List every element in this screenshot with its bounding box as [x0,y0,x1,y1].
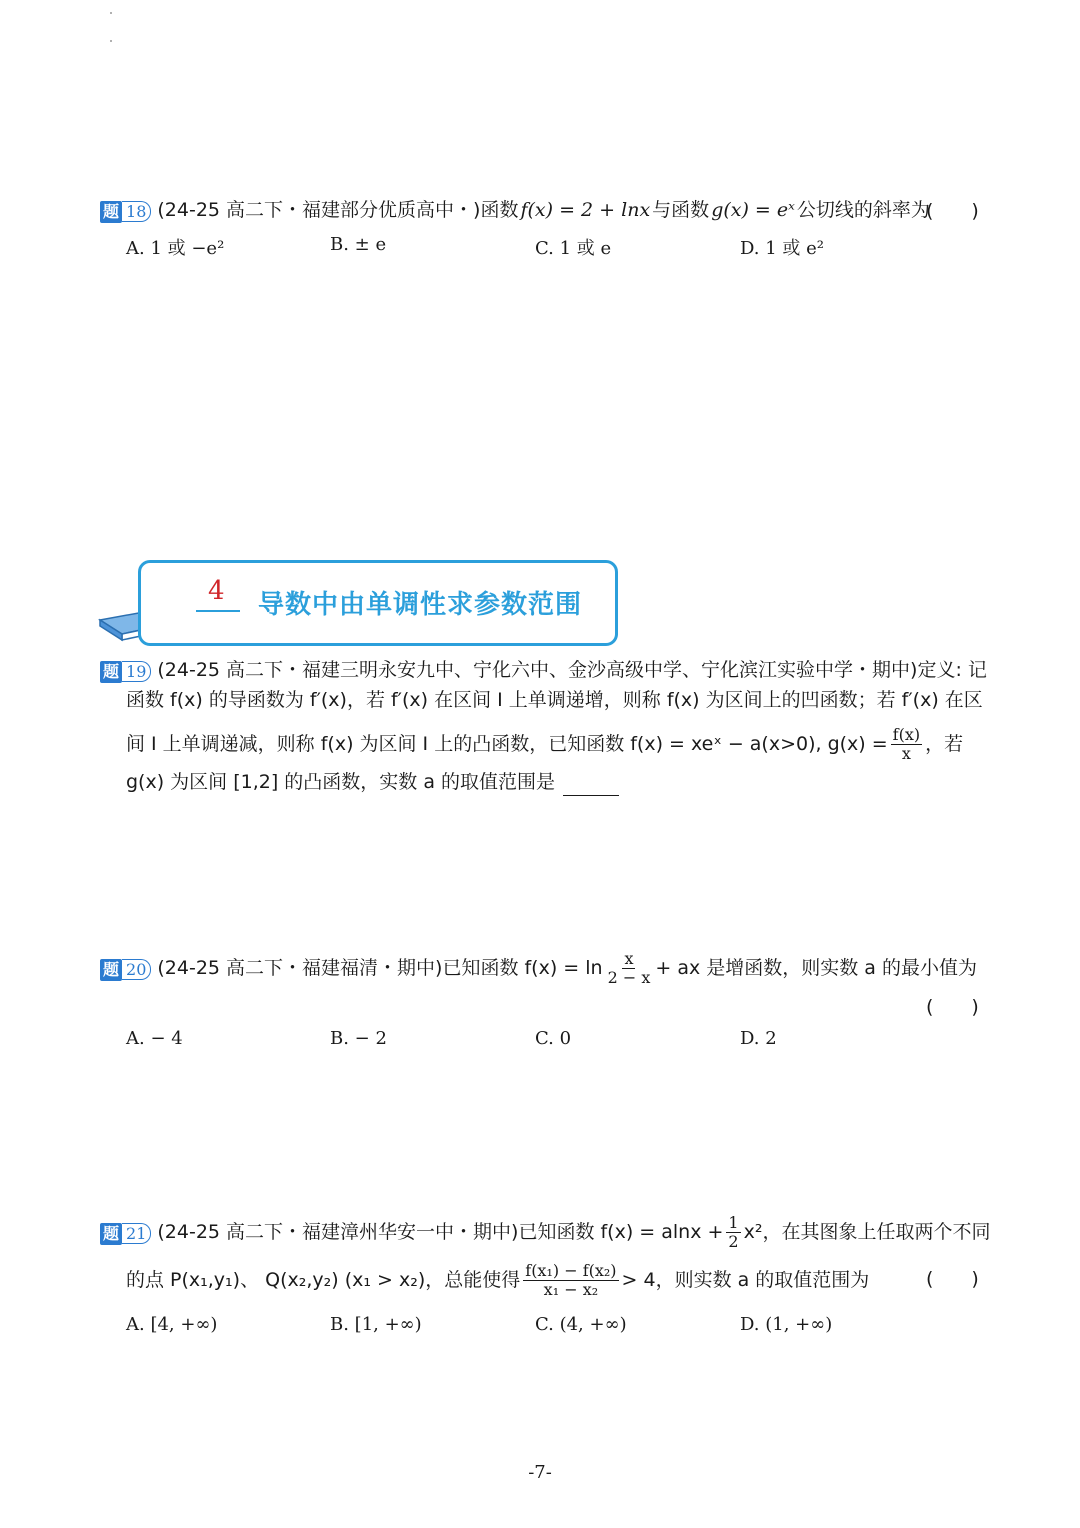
option-d[interactable]: D. (1, +∞) [740,1314,833,1335]
option-c[interactable]: C. (4, +∞) [535,1314,627,1335]
option-a[interactable]: A. [4, +∞) [126,1314,218,1335]
formula-f: f(x) = 2 + lnx [520,199,651,221]
question-source: (24-25 高二下・福建三明永安九中、宁化六中、金沙高级中学、宁化滨江实验中学・期中) [157,659,918,681]
question-19-line-3: 间 I 上单调递减，则称 f(x) 为区间 I 上的凸函数，已知函数 f(x) = xeˣ − a(x>0), g(x) = $\frac{f(x)}{x}$ ，若 [126,725,964,763]
question-19-line-1: 题 19 (24-25 高二下・福建三明永安九中、宁化六中、金沙高级中学、宁化滨江实验中学・期中)定义: 记 [100,656,987,684]
question-source: (24-25 高二下・福建漳州华安一中・期中) [157,1221,519,1243]
option-d[interactable]: D. 2 [740,1028,777,1049]
scan-dot [110,40,112,42]
question-tag: 题 20 [100,958,151,980]
question-tag: 题 21 [100,1222,151,1244]
question-20: 题 20 (24-25 高二下・福建福清・期中)已知函数 f(x) = ln $\frac{x}{2 - x}$ + ax 是增函数，则实数 a 的最小值为 [100,950,977,987]
question-19-line-2: 函数 f(x) 的导函数为 f′(x)，若 f′(x) 在区间 I 上单调递增，则称 f(x) 为区间上的凹函数；若 f′(x) 在区 [126,689,983,711]
question-source: (24-25 高二下・福建福清・期中) [157,957,443,979]
answer-paren: ( ) [926,200,979,222]
question-19-line-4: g(x) 为区间 [1,2] 的凸函数，实数 a 的取值范围是 [126,768,619,796]
question-tag: 题 18 [100,200,151,222]
option-a[interactable]: A. − 4 [126,1028,183,1049]
fraction: $\frac{\text{f(x₁) − f(x₂)}}{\text{x₁ − x₂}}$ [525,1261,617,1299]
section-number-underline [196,610,240,612]
fraction: $\frac{1}{2}$ [728,1213,739,1251]
option-b[interactable]: B. [1, +∞) [330,1314,422,1335]
question-tag: 题 19 [100,660,151,682]
answer-paren: ( ) [926,1268,979,1290]
fraction: $\frac{f(x)}{x}$ [892,725,921,763]
section-number: 4 [208,576,225,606]
answer-paren: ( ) [926,996,979,1018]
scan-dot [110,12,112,14]
question-source: (24-25 高二下・福建部分优质高中・) [157,199,481,221]
question-21-line-1: 题 21 (24-25 高二下・福建漳州华安一中・期中)已知函数 f(x) = alnx + $\frac{1}{2}$ x²，在其图象上任取两个不同 [100,1214,990,1251]
option-b[interactable]: B. − 2 [330,1028,387,1049]
page-number: -7- [528,1462,552,1483]
option-b[interactable]: B. ± e [330,234,387,255]
fraction: $\frac{x}{2 - x}$ [607,949,651,987]
section-title: 导数中由单调性求参数范围 [258,590,583,620]
question-18: 题 18 (24-25 高二下・福建部分优质高中・)函数 f(x) = 2 + lnx 与函数 g(x) = eˣ 公切线的斜率为 [100,196,930,224]
question-21-line-2: 的点 P(x₁,y₁)、 Q(x₂,y₂) (x₁ > x₂)，总能使得 $\frac{\text{f(x₁) − f(x₂)}}{\text{x₁ − x₂}}$ > 4，则实数 a 的取值范围为 [126,1261,870,1299]
section-banner [96,558,616,644]
option-d[interactable]: D. 1 或 e² [740,238,824,259]
option-a[interactable]: A. 1 或 −e² [126,238,225,259]
option-c[interactable]: C. 1 或 e [535,238,612,259]
formula-g: g(x) = eˣ [711,199,795,221]
option-c[interactable]: C. 0 [535,1028,572,1049]
answer-blank[interactable] [563,775,619,796]
